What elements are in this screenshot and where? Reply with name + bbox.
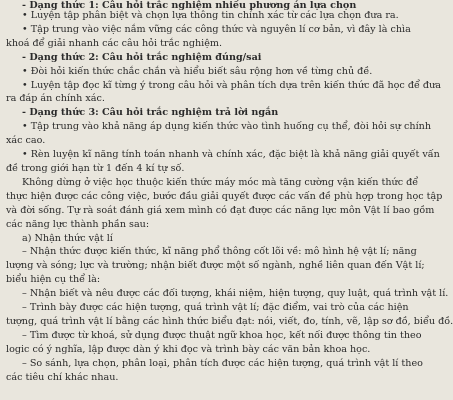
text-line: đề trong giới hạn từ 1 đến 4 kí tự số.: [6, 162, 185, 174]
text-line: các tiêu chí khác nhau.: [6, 371, 119, 383]
text-line: thực hiện được các công việc, bước đầu giải quyết được các vấn đề phù hợp trong học tập: [6, 190, 443, 202]
text-line: khoá để giải nhanh các câu hỏi trắc nghiệm.: [6, 37, 223, 49]
text-line: – Nhận thức được kiến thức, kĩ năng phổ thông cốt lõi về: mô hình hệ vật lí; năng: [22, 246, 417, 258]
text-line: - Dạng thức 1: Câu hỏi trắc nghiệm nhiều phương án lựa chọn: [22, 0, 357, 11]
text-line: • Tập trung vào việc nắm vững các công thức và nguyên lí cơ bản, vì đây là chìa: [22, 23, 411, 35]
text-line: • Luyện tập phân biệt và chọn lựa thông tin chính xác từ các lựa chọn đưa ra.: [22, 10, 399, 21]
text-line: các năng lực thành phần sau:: [6, 218, 150, 230]
text-line: – So sánh, lựa chọn, phân loại, phân tích được các hiện tượng, quá trình vật lí theo: [22, 357, 423, 369]
text-line: a) Nhận thức vật lí: [22, 232, 113, 244]
text-line: • Rèn luyện kĩ năng tính toán nhanh và chính xác, đặc biệt là khả năng giải quyết vấn: [22, 149, 440, 161]
text-line: • Luyện tập đọc kĩ từng ý trong câu hỏi và phân tích dựa trên kiến thức đã học để đưa: [22, 79, 441, 91]
text-line: ra đáp án chính xác.: [6, 93, 105, 105]
text-line: – Tìm được từ khoá, sử dụng được thuật ngữ khoa học, kết nối được thông tin theo: [22, 329, 422, 341]
text-line: – Trình bày được các hiện tượng, quá trình vật lí; đặc điểm, vai trò của các hiện: [22, 302, 409, 314]
text-line: xác cao.: [6, 135, 46, 147]
text-line: • Đòi hỏi kiến thức chắc chắn và hiểu biết sâu rộng hơn về từng chủ đề.: [22, 65, 373, 77]
text-line: logic có ý nghĩa, lập được dàn ý khi đọc và trình bày các văn bản khoa học.: [6, 343, 371, 355]
text-line: Không dừng ở việc học thuộc kiến thức máy móc mà tăng cường vận kiến thức để: [22, 176, 419, 188]
text-line: - Dạng thức 2: Câu hỏi trắc nghiệm đúng/sai: [22, 51, 262, 63]
text-line: – Nhận biết và nêu được các đối tượng, khái niệm, hiện tượng, quy luật, quá trình vật lí.: [22, 288, 449, 300]
text-line: • Tập trung vào khả năng áp dụng kiến thức vào tình huống cụ thể, đòi hỏi sự chính: [22, 121, 432, 133]
text-line: và đời sống. Tự rà soát đánh giá xem mình có đạt được các năng lực môn Vật lí bao gồm: [6, 204, 435, 216]
text-line: - Dạng thức 3: Câu hỏi trắc nghiệm trả lời ngắn: [22, 107, 279, 119]
text-line: lượng và sóng; lực và trường; nhận biết được một số ngành, nghề liên quan đến Vật lí;: [6, 260, 425, 272]
text-line: tượng, quá trình vật lí bằng các hình thức biểu đạt: nói, viết, đo, tính, vẽ, lập sơ đồ, biểu đồ.: [6, 315, 453, 327]
text-line: biểu hiện cụ thể là:: [6, 274, 101, 286]
